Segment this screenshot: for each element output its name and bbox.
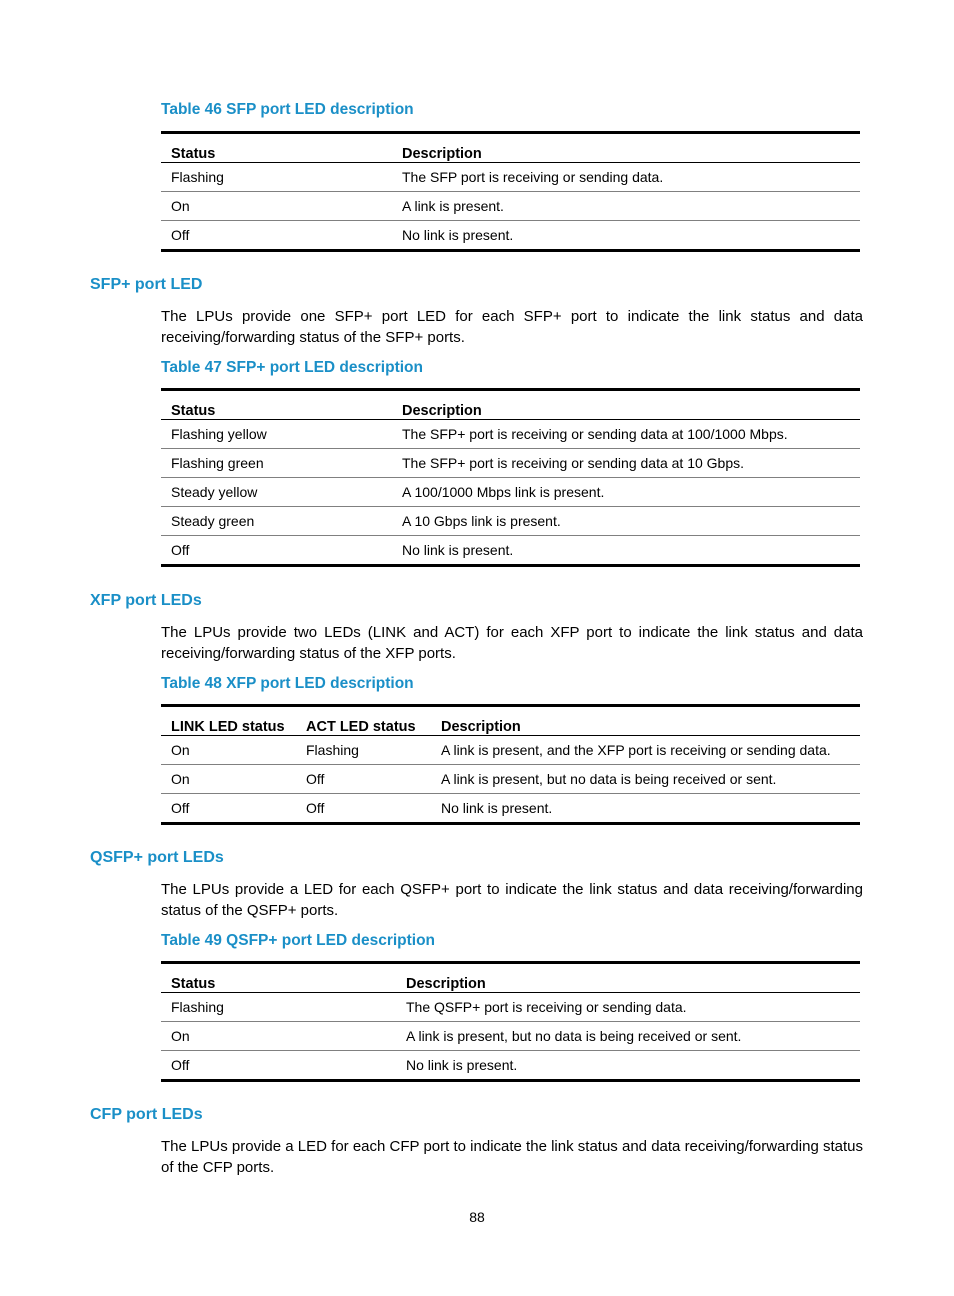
status-cell: Flashing green: [161, 449, 392, 478]
table-row: [161, 1022, 860, 1051]
table-row: [161, 993, 860, 1022]
description-cell: A link is present, and the XFP port is receiving or sending data.: [441, 742, 831, 758]
table-49-caption: Table 49 QSFP+ port LED description: [161, 932, 436, 949]
status-cell: Steady yellow: [161, 478, 392, 507]
table-row: [161, 420, 860, 449]
column-header-status: Status: [161, 963, 396, 993]
table-header-row: [161, 390, 860, 420]
act-led-cell: Off: [296, 765, 431, 794]
description-cell: A link is present, but no data is being received or sent.: [431, 765, 860, 794]
table-row: [161, 163, 860, 192]
table-row: [161, 449, 860, 478]
section-paragraph-qsfp-plus: The LPUs provide a LED for each QSFP+ port to indicate the link status and data receiving/forwarding status of the QSFP+ ports.: [161, 881, 863, 919]
section-heading-cfp: CFP port LEDs: [90, 1106, 203, 1123]
section-paragraph-cfp: The LPUs provide a LED for each CFP port to indicate the link status and data receiving/forwarding status of the CFP ports.: [161, 1138, 863, 1176]
table-row: [161, 507, 860, 536]
link-led-cell: Off: [161, 794, 296, 824]
status-cell: On: [161, 1022, 396, 1051]
column-header-description: Description: [392, 390, 860, 420]
status-cell: Flashing: [171, 169, 224, 185]
description-cell: A link is present.: [392, 192, 860, 221]
description-cell: A 10 Gbps link is present.: [392, 507, 860, 536]
status-cell: Steady green: [161, 507, 392, 536]
status-cell: Off: [161, 221, 392, 251]
description-cell: No link is present.: [392, 536, 860, 566]
column-header-status: Status: [161, 133, 392, 163]
table-48-caption: Table 48 XFP port LED description: [161, 675, 414, 692]
table-49: [161, 961, 860, 1082]
description-cell: No link is present.: [431, 794, 860, 824]
table-row: [161, 478, 860, 507]
act-led-cell: Off: [296, 794, 431, 824]
table-row: [161, 1051, 860, 1081]
description-cell: The SFP port is receiving or sending data.: [402, 169, 664, 185]
status-cell: Flashing yellow: [171, 426, 267, 442]
table-header-row: [161, 963, 860, 993]
status-cell: On: [161, 192, 392, 221]
table-row: [161, 221, 860, 251]
column-header-description: Description: [396, 963, 860, 993]
description-cell: The QSFP+ port is receiving or sending data.: [406, 999, 687, 1015]
table-46: [161, 131, 860, 252]
page-number: 88: [469, 1209, 485, 1225]
description-cell: A link is present, but no data is being received or sent.: [396, 1022, 860, 1051]
description-cell: A 100/1000 Mbps link is present.: [392, 478, 860, 507]
description-cell: No link is present.: [392, 221, 860, 251]
table-header-row: [161, 706, 860, 736]
section-heading-xfp: XFP port LEDs: [90, 592, 202, 609]
description-cell: No link is present.: [396, 1051, 860, 1081]
status-cell: Off: [161, 1051, 396, 1081]
section-paragraph-sfp-plus: The LPUs provide one SFP+ port LED for each SFP+ port to indicate the link status and data receiving/forwarding status of the SFP+ ports.: [161, 308, 863, 346]
description-cell: The SFP+ port is receiving or sending data at 100/1000 Mbps.: [402, 426, 788, 442]
table-48: [161, 704, 860, 825]
table-46-caption: Table 46 SFP port LED description: [161, 101, 414, 118]
column-header-link-led-status: LINK LED status: [161, 706, 296, 736]
status-cell: Off: [161, 536, 392, 566]
table-row: [161, 736, 860, 765]
table-row: [161, 765, 860, 794]
table-row: [161, 794, 860, 824]
table-header-row: [161, 133, 860, 163]
column-header-description: Description: [392, 133, 860, 163]
section-paragraph-xfp: The LPUs provide two LEDs (LINK and ACT) for each XFP port to indicate the link status and data receiving/forwarding status of the XFP ports.: [161, 624, 863, 662]
table-row: [161, 536, 860, 566]
act-led-cell: Flashing: [306, 742, 359, 758]
link-led-cell: On: [171, 742, 190, 758]
column-header-description: Description: [431, 706, 860, 736]
table-47: [161, 388, 860, 567]
status-cell: Flashing: [171, 999, 224, 1015]
link-led-cell: On: [161, 765, 296, 794]
table-row: [161, 192, 860, 221]
table-47-caption: Table 47 SFP+ port LED description: [161, 359, 423, 376]
column-header-status: Status: [161, 390, 392, 420]
section-heading-sfp-plus: SFP+ port LED: [90, 276, 203, 293]
column-header-act-led-status: ACT LED status: [296, 706, 431, 736]
description-cell: The SFP+ port is receiving or sending data at 10 Gbps.: [392, 449, 860, 478]
section-heading-qsfp-plus: QSFP+ port LEDs: [90, 849, 224, 866]
